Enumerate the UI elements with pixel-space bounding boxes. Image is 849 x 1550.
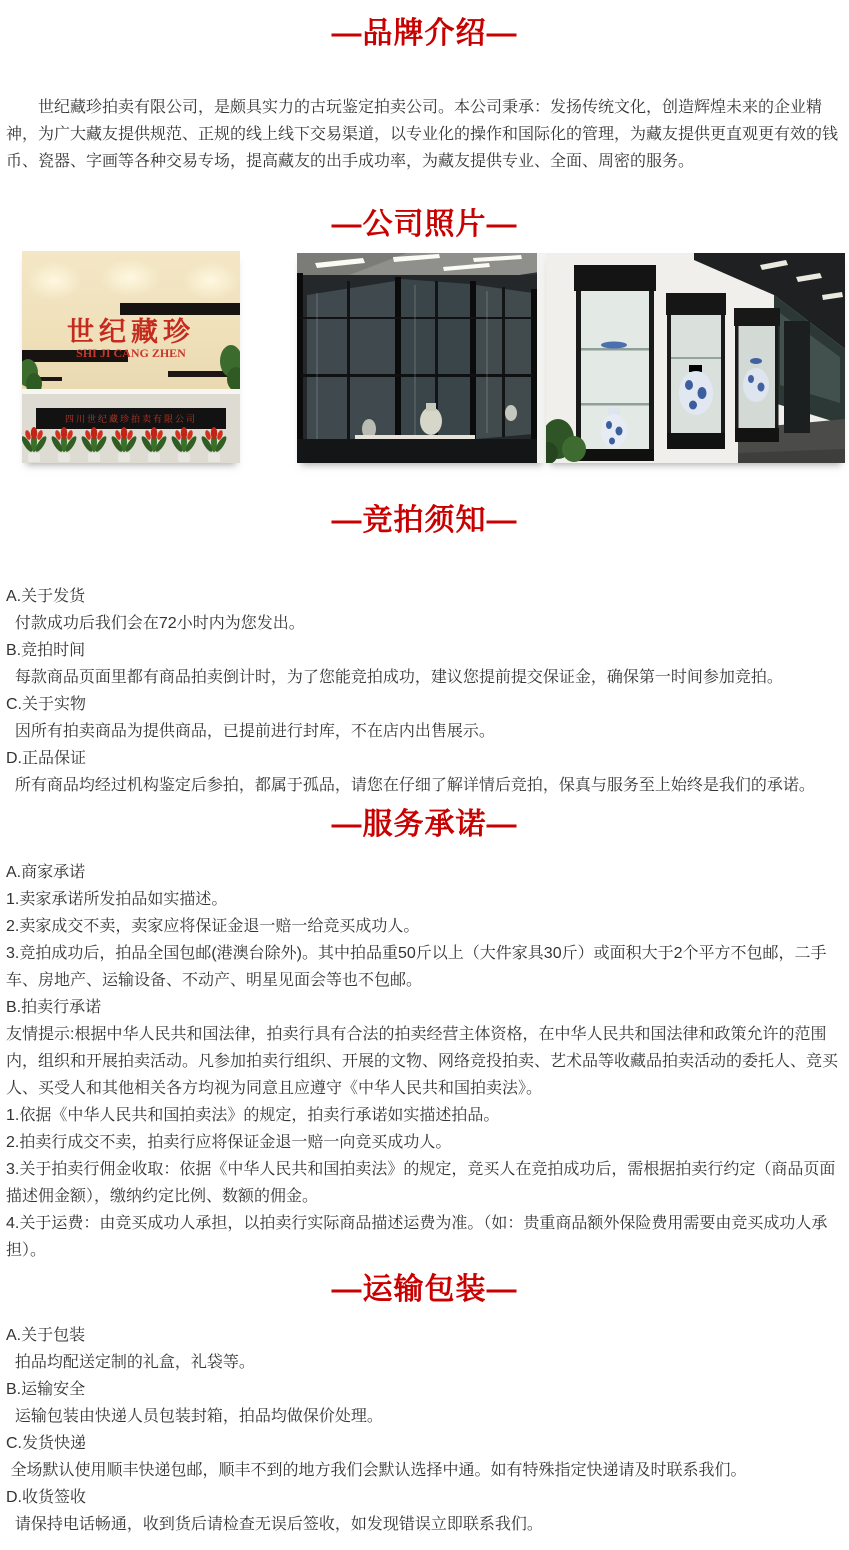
notice-line: B.竞拍时间: [6, 642, 86, 659]
page-bottom-padding: [0, 1538, 849, 1550]
shipping-line: B.运输安全: [6, 1381, 86, 1398]
display-towers-photo: [546, 253, 845, 463]
notice-line: D.正品保证: [6, 750, 87, 767]
section-heading-brand: —品牌介绍—: [331, 17, 518, 50]
tower-4-partial: [784, 321, 810, 433]
shipping-line: D.收货签收: [6, 1489, 87, 1506]
notice-line: 因所有拍卖商品为提供商品，已提前进行封库，不在店内出售展示。: [6, 723, 495, 740]
reception-brand-cn-text: 世纪藏珍: [67, 317, 195, 347]
tower-1: [574, 265, 656, 461]
shipping-line: 运输包装由快递人员包装封箱，拍品均做保价处理。: [6, 1408, 383, 1425]
reception-photo-illustration: [22, 251, 240, 463]
display-towers-photo-illustration: [546, 253, 845, 463]
section-heading-photos: —公司照片—: [331, 208, 518, 241]
reception-brand-en-text: SHI JI CANG ZHEN: [76, 346, 186, 360]
notice-line: 付款成功后我们会在72小时内为您发出。: [6, 615, 305, 632]
shipping-line: 全场默认使用顺丰快递包邮，顺丰不到的地方我们会默认选择中通。如有特殊指定快递请及时联系我们。: [6, 1462, 747, 1479]
promise-line: A.商家承诺: [6, 864, 86, 881]
shipping-packaging-list: [0, 1322, 849, 1538]
tower-2: [666, 293, 726, 449]
tower-3: [734, 308, 780, 442]
promise-line: 3.竞拍成功后，拍品全国包邮(港澳台除外)。其中拍品重50斤以上（大件家具30斤）或面积大于2个平方不包邮，二手车、房地产、运输设备、不动产、明星见面会等也不包邮。: [6, 945, 827, 989]
promise-line: 2.卖家成交不卖，卖家应将保证金退一赔一给竞买成功人。: [6, 918, 420, 935]
shipping-line: C.发货快递: [6, 1435, 87, 1452]
showroom-photo-illustration: [297, 253, 546, 463]
service-promise-list: [0, 859, 849, 1264]
shipping-line: 请保持电话畅通，收到货后请检查无误后签收，如发现错误立即联系我们。: [6, 1516, 543, 1533]
promise-line: 2.拍卖行成交不卖，拍卖行应将保证金退一赔一向竞买成功人。: [6, 1134, 452, 1151]
promise-line: 4.关于运费：由竞买成功人承担，以拍卖行实际商品描述运费为准。（如：贵重商品额外保险费用需要由竞买成功人承担）。: [6, 1215, 828, 1259]
auction-notice-list: [0, 583, 849, 799]
reception-desk-plate-text: 四川世纪藏珍拍卖有限公司: [64, 414, 198, 424]
section-heading-promise: —服务承诺—: [331, 808, 518, 841]
notice-line: A.关于发货: [6, 588, 86, 605]
item-description-page: [0, 16, 849, 1550]
brand-intro-paragraph: 世纪藏珍拍卖有限公司，是颇具实力的古玩鉴定拍卖公司。本公司秉承：发扬传统文化，创造辉煌未来的企业精神，为广大藏友提供规范、正规的线上线下交易渠道，以专业化的操作和国际化的管理，为藏友提供更直观更有效的钱币、瓷器、字画等各种交易专场，提高藏友的出手成功率，为藏友提供专业、全面、周密的服务。: [6, 99, 839, 170]
promise-line: 3.关于拍卖行佣金收取：依据《中华人民共和国拍卖法》的规定，竞买人在竞拍成功后，需根据拍卖行约定（商品页面描述佣金额），缴纳约定比例、数额的佣金。: [6, 1161, 836, 1205]
promise-line: B.拍卖行承诺: [6, 999, 102, 1016]
section-heading-notice: —竞拍须知—: [331, 504, 518, 537]
shipping-line: A.关于包装: [6, 1327, 86, 1344]
section-heading-shipping: —运输包装—: [331, 1273, 518, 1306]
notice-line: C.关于实物: [6, 696, 87, 713]
notice-line: 每款商品页面里都有商品拍卖倒计时，为了您能竞拍成功，建议您提前提交保证金，确保第一时间参加竞拍。: [6, 669, 783, 686]
shipping-line: 拍品均配送定制的礼盒，礼袋等。: [6, 1354, 255, 1371]
promise-line: 友情提示:根据中华人民共和国法律，拍卖行具有合法的拍卖经营主体资格，在中华人民共和国法律和政策允许的范围内，组织和开展拍卖活动。凡参加拍卖行组织、开展的文物、网络竞投拍卖、艺术品等收藏品拍卖活动的委托人、竞买人、买受人和其他相关各方均视为同意且应遵守《中华人民共和国拍卖法》。: [6, 1026, 839, 1097]
notice-line: 所有商品均经过机构鉴定后参拍，都属于孤品，请您在仔细了解详情后竞拍，保真与服务至上始终是我们的承诺。: [6, 777, 815, 794]
reception-photo: [22, 251, 240, 463]
showroom-photo: [297, 253, 546, 463]
promise-line: 1.卖家承诺所发拍品如实描述。: [6, 891, 228, 908]
company-photos-row: [0, 251, 849, 463]
promise-line: 1.依据《中华人民共和国拍卖法》的规定，拍卖行承诺如实描述拍品。: [6, 1107, 500, 1124]
